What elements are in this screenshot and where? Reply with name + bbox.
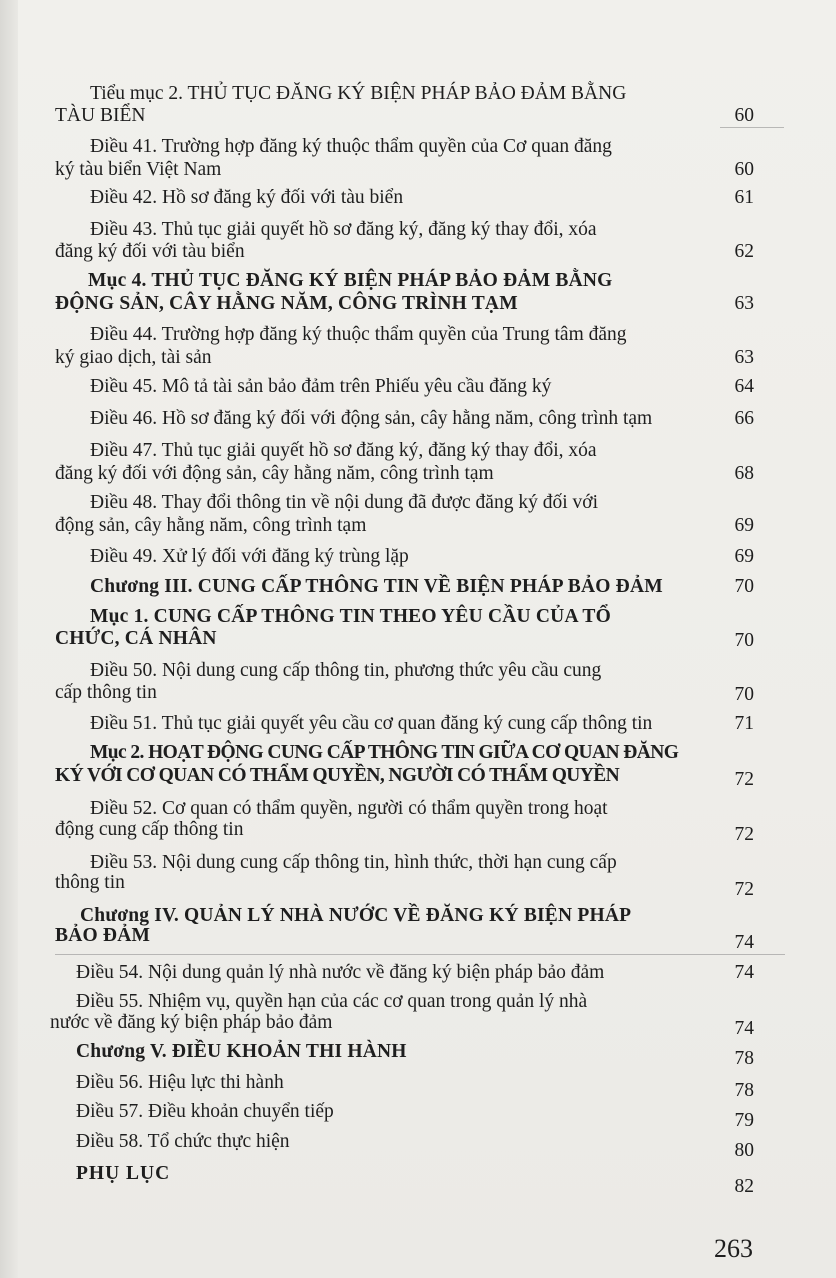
toc-page-number: 74 [734,932,754,953]
toc-page-number: 61 [734,187,754,208]
toc-section-line: ĐỘNG SẢN, CÂY HẰNG NĂM, CÔNG TRÌNH TẠM [55,293,518,314]
toc-page-number: 66 [734,408,754,429]
toc-entry-line: Điều 48. Thay đổi thông tin về nội dung đã được đăng ký đối với [90,492,598,513]
toc-page-number: 64 [734,376,754,397]
toc-entry-line: Điều 58. Tổ chức thực hiện [76,1131,290,1152]
toc-entry-line: Tiểu mục 2. THỦ TỤC ĐĂNG KÝ BIỆN PHÁP BẢO ĐẢM BẰNG [90,83,627,104]
toc-entry-line: ký tàu biển Việt Nam [55,159,222,180]
toc-entry-line: Điều 44. Trường hợp đăng ký thuộc thẩm quyền của Trung tâm đăng [90,324,627,345]
toc-entry-line: Điều 45. Mô tả tài sản bảo đảm trên Phiếu yêu cầu đăng ký [90,376,552,397]
toc-chapter-line: Chương V. ĐIỀU KHOẢN THI HÀNH [76,1041,407,1062]
toc-chapter-line: Chương IV. QUẢN LÝ NHÀ NƯỚC VỀ ĐĂNG KÝ BIỆN PHÁP [80,905,632,926]
toc-entry-line: Điều 42. Hồ sơ đăng ký đối với tàu biển [90,187,404,208]
toc-page-number: 60 [734,105,754,126]
toc-entry-line: động cung cấp thông tin [55,819,244,840]
toc-entry-line: Điều 50. Nội dung cung cấp thông tin, phương thức yêu cầu cung [90,660,602,681]
toc-entry-line: Điều 53. Nội dung cung cấp thông tin, hình thức, thời hạn cung cấp [90,852,617,873]
toc-section-line: CHỨC, CÁ NHÂN [55,628,217,649]
toc-entry-line: Điều 41. Trường hợp đăng ký thuộc thẩm quyền của Cơ quan đăng [90,136,612,157]
toc-page-number: 68 [734,463,754,484]
toc-page-number: 70 [734,576,754,597]
toc-section-line: Mục 4. THỦ TỤC ĐĂNG KÝ BIỆN PHÁP BẢO ĐẢM BẰNG [88,270,613,291]
toc-section-line: Mục 2. HOẠT ĐỘNG CUNG CẤP THÔNG TIN GIỮA CƠ QUAN ĐĂNG [90,742,679,763]
toc-page-number: 62 [734,241,754,262]
toc-page-number: 72 [734,879,754,900]
toc-entry-line: Điều 49. Xử lý đối với đăng ký trùng lặp [90,546,409,567]
toc-entry-line: Điều 57. Điều khoản chuyển tiếp [76,1101,334,1122]
toc-page-number: 79 [734,1110,754,1131]
toc-page-number: 71 [734,713,754,734]
toc-appendix-line: PHỤ LỤC [76,1163,171,1184]
toc-chapter-line: Chương III. CUNG CẤP THÔNG TIN VỀ BIỆN PHÁP BẢO ĐẢM [90,576,663,597]
toc-page-number: 74 [734,1018,754,1039]
toc-entry-line: Điều 46. Hồ sơ đăng ký đối với động sản, cây hằng năm, công trình tạm [90,408,653,429]
toc-entry-line: Điều 54. Nội dung quản lý nhà nước về đăng ký biện pháp bảo đảm [76,962,605,983]
page-number-rule [720,127,784,128]
toc-entry-line: cấp thông tin [55,682,157,703]
toc-page-number: 60 [734,159,754,180]
toc-page-number: 63 [734,347,754,368]
page-folio-number: 263 [714,1234,753,1263]
toc-entry-line: nước về đăng ký biện pháp bảo đảm [50,1012,333,1033]
toc-page-number: 69 [734,515,754,536]
toc-page-number: 82 [734,1176,754,1197]
page-crease-line [55,954,785,955]
toc-page-number: 63 [734,293,754,314]
toc-entry-line: Điều 51. Thủ tục giải quyết yêu cầu cơ quan đăng ký cung cấp thông tin [90,713,653,734]
toc-page-number: 74 [734,962,754,983]
toc-page-number: 70 [734,630,754,651]
toc-page-number: 69 [734,546,754,567]
toc-entry-line: ký giao dịch, tài sản [55,347,212,368]
toc-entry-line: Điều 43. Thủ tục giải quyết hồ sơ đăng ký, đăng ký thay đổi, xóa [90,219,597,240]
toc-section-line: KÝ VỚI CƠ QUAN CÓ THẨM QUYỀN, NGƯỜI CÓ THẨM QUYỀN [55,765,620,786]
toc-page-number: 70 [734,684,754,705]
toc-entry-line: đăng ký đối với tàu biển [55,241,245,262]
toc-entry-line: Điều 47. Thủ tục giải quyết hồ sơ đăng ký, đăng ký thay đổi, xóa [90,440,597,461]
toc-entry-line: Điều 56. Hiệu lực thi hành [76,1072,284,1093]
toc-page-number: 80 [734,1140,754,1161]
toc-page-number: 72 [734,769,754,790]
toc-page-number: 78 [734,1080,754,1101]
toc-entry-line: Điều 55. Nhiệm vụ, quyền hạn của các cơ quan trong quản lý nhà [76,991,588,1012]
toc-entry-line: Điều 52. Cơ quan có thẩm quyền, người có thẩm quyền trong hoạt [90,798,608,819]
toc-entry-line: TÀU BIỂN [55,105,146,126]
toc-chapter-line: BẢO ĐẢM [55,925,151,946]
toc-entry-line: thông tin [55,872,125,893]
toc-section-line: Mục 1. CUNG CẤP THÔNG TIN THEO YÊU CẦU CỦA TỔ [90,606,611,627]
toc-entry-line: động sản, cây hằng năm, công trình tạm [55,515,367,536]
toc-page-number: 72 [734,824,754,845]
toc-page-number: 78 [734,1048,754,1069]
toc-entry-line: đăng ký đối với động sản, cây hằng năm, công trình tạm [55,463,494,484]
